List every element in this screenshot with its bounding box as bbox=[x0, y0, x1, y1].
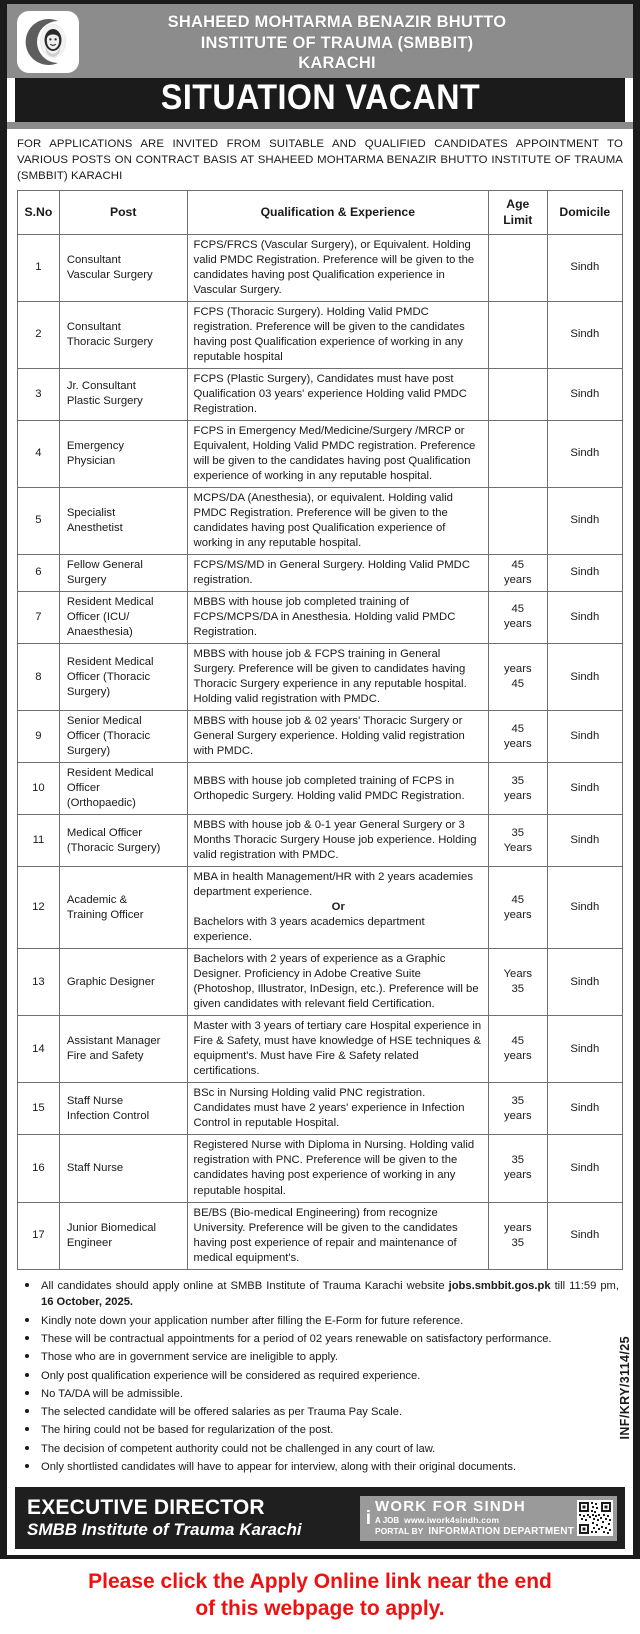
cell-domicile: Sindh bbox=[547, 949, 622, 1016]
iwork-for-sindh-badge[interactable] bbox=[360, 1496, 617, 1540]
cell-age-limit bbox=[489, 487, 548, 554]
cell-sno: 5 bbox=[18, 487, 60, 554]
cell-post: Jr. Consultant Plastic Surgery bbox=[59, 368, 187, 420]
cell-qualification: MCPS/DA (Anesthesia), or equivalent. Holding valid PMDC Registration. Preference will be given to the candidates having post Qualification experience of working in any reputable hospital. bbox=[187, 487, 488, 554]
cell-qualification: MBBS with house job & 0-1 year General Surgery or 3 Months Thoracic Surgery House job experience. Holding valid registration with PMDC. bbox=[187, 815, 488, 867]
cell-age-limit: 35 Years bbox=[489, 815, 548, 867]
cell-qualification: Bachelors with 2 years of experience as a Graphic Designer. Proficiency in Adobe Creative Suite (Photoshop, Illustrator, InDesign, etc.). Preference will be given candidates with relevant field Certification. bbox=[187, 949, 488, 1016]
cell-domicile: Sindh bbox=[547, 711, 622, 763]
conditions-section bbox=[7, 1272, 633, 1484]
cell-age-limit: years 45 bbox=[489, 644, 548, 711]
cell-post: Fellow General Surgery bbox=[59, 554, 187, 591]
cell-sno: 10 bbox=[18, 763, 60, 815]
col-header-post: Post bbox=[59, 191, 187, 234]
conditions-list bbox=[19, 1278, 619, 1476]
iwork-portal-by-label: PORTAL BY bbox=[374, 1526, 424, 1537]
intro-paragraph: FOR APPLICATIONS ARE INVITED FROM SUITABLE AND QUALIFIED CANDIDATES APPOINTMENT TO VARIOUS POSTS ON CONTRACT BASIS AT SHAHEED MOHTARMA BENAZIR BHUTTO INSTITUTE OF TRAUMA (SMBBIT) KARACHI bbox=[17, 137, 623, 182]
cell-post: Staff Nurse bbox=[59, 1135, 187, 1202]
header-band bbox=[7, 4, 633, 78]
cell-sno: 3 bbox=[18, 368, 60, 420]
cell-qualification: MBA in health Management/HR with 2 years academies department experience. Or Bachelors with 3 years academics department experience. bbox=[187, 867, 488, 949]
cell-sno: 12 bbox=[18, 867, 60, 949]
condition-item: The hiring could not be based for regularization of the post. bbox=[19, 1422, 619, 1439]
cell-sno: 2 bbox=[18, 301, 60, 368]
condition-item: Only shortlisted candidates will have to appear for interview, along with their original documents. bbox=[19, 1459, 619, 1476]
cell-qualification: MBBS with house job completed training of FCPS in Orthopedic Surgery. Holding valid PMDC Registration. bbox=[187, 763, 488, 815]
bullet-dot-icon bbox=[25, 1354, 29, 1358]
cell-domicile: Sindh bbox=[547, 487, 622, 554]
qr-code-icon[interactable] bbox=[577, 1500, 613, 1536]
bullet-dot-icon bbox=[25, 1409, 29, 1413]
situation-vacant-text: SITUATION VACANT bbox=[160, 77, 480, 117]
table-header-row bbox=[18, 191, 623, 234]
table-row bbox=[18, 1083, 623, 1135]
cell-domicile: Sindh bbox=[547, 763, 622, 815]
col-header-age-line1: Age bbox=[506, 197, 530, 212]
cell-post: Consultant Vascular Surgery bbox=[59, 234, 187, 301]
cell-domicile: Sindh bbox=[547, 1083, 622, 1135]
table-row bbox=[18, 815, 623, 867]
table-row bbox=[18, 949, 623, 1016]
bullet-dot-icon bbox=[25, 1391, 29, 1395]
cell-post: Senior Medical Officer (Thoracic Surgery) bbox=[59, 711, 187, 763]
table-row bbox=[18, 368, 623, 420]
cell-post: Junior Biomedical Engineer bbox=[59, 1202, 187, 1269]
table-row bbox=[18, 487, 623, 554]
situation-vacant-banner bbox=[15, 78, 625, 122]
table-row bbox=[18, 711, 623, 763]
col-header-domicile: Domicile bbox=[547, 191, 622, 234]
cell-sno: 4 bbox=[18, 420, 60, 487]
cell-sno: 1 bbox=[18, 234, 60, 301]
cell-qualification: MBBS with house job & FCPS training in General Surgery. Preference will be given to candidates having Thoracic Surgery experience in any reputable hospital. Holding valid registration with PMDC. bbox=[187, 644, 488, 711]
table-row bbox=[18, 554, 623, 591]
signatory-institute: SMBB Institute of Trauma Karachi bbox=[27, 1520, 302, 1540]
condition-item: The decision of competent authority could not be challenged in any court of law. bbox=[19, 1441, 619, 1458]
table-row bbox=[18, 234, 623, 301]
cell-qualification: MBBS with house job & 02 years' Thoracic Surgery or General Surgery experience. Holding valid registration with PMDC. bbox=[187, 711, 488, 763]
cell-domicile: Sindh bbox=[547, 554, 622, 591]
cell-qualification: FCPS in Emergency Med/Medicine/Surgery /MRCP or Equivalent, Holding Valid PMDC registration. Preference will be given to the candidates having post Qualification experience of working in any reputable hospital. bbox=[187, 420, 488, 487]
iwork-badge-title: WORK FOR SINDH bbox=[374, 1498, 526, 1516]
cell-age-limit: 45 years bbox=[489, 1016, 548, 1083]
apply-website-url[interactable]: jobs.smbbit.gos.pk bbox=[448, 1279, 551, 1292]
condition-item: Kindly note down your application number after filling the E-Form for future reference. bbox=[19, 1313, 619, 1330]
org-title-line2: INSTITUTE OF TRAUMA (SMBBIT) bbox=[200, 33, 474, 52]
reference-code: INF/KRY/3114/25 bbox=[618, 1335, 632, 1440]
cell-age-limit bbox=[489, 234, 548, 301]
bullet-dot-icon bbox=[25, 1373, 29, 1377]
cell-post: Resident Medical Officer (Thoracic Surgery) bbox=[59, 644, 187, 711]
col-header-sno: S.No bbox=[18, 191, 60, 234]
cell-post: Resident Medical Officer (ICU/ Anaesthesia) bbox=[59, 591, 187, 643]
bullet-dot-icon bbox=[25, 1336, 29, 1340]
iwork-url: www.iwork4sindh.com bbox=[404, 1515, 500, 1526]
apply-deadline-date: 16 October, 2025. bbox=[41, 1296, 134, 1309]
cell-sno: 14 bbox=[18, 1016, 60, 1083]
jobs-table-head bbox=[18, 191, 623, 234]
bullet-dot-icon bbox=[25, 1318, 29, 1322]
bullet-dot-icon bbox=[25, 1427, 29, 1431]
iwork-badge-subline1 bbox=[375, 1516, 574, 1526]
col-header-qualification: Qualification & Experience bbox=[187, 191, 488, 234]
cell-post: Emergency Physician bbox=[59, 420, 187, 487]
cell-sno: 6 bbox=[18, 554, 60, 591]
cell-post: Graphic Designer bbox=[59, 949, 187, 1016]
iwork-i-mark-icon: i bbox=[365, 1507, 371, 1529]
col-header-age-line2: Limit bbox=[503, 213, 533, 228]
condition-item: All candidates should apply online at SMBB Institute of Trauma Karachi website jobs.smbbit.gos.pk till 11:59 pm, 16 October, 2025. bbox=[19, 1278, 619, 1312]
table-row bbox=[18, 420, 623, 487]
org-title-line1: SHAHEED MOHTARMA BENAZIR BHUTTO bbox=[167, 13, 507, 31]
cell-domicile: Sindh bbox=[547, 420, 622, 487]
cell-post: Resident Medical Officer (Orthopaedic) bbox=[59, 763, 187, 815]
cell-sno: 7 bbox=[18, 591, 60, 643]
condition-item: Those who are in government service are ineligible to apply. bbox=[19, 1349, 619, 1366]
table-row bbox=[18, 591, 623, 643]
table-row bbox=[18, 1016, 623, 1083]
jobs-table-body bbox=[18, 234, 623, 1269]
col-header-age-limit bbox=[489, 191, 548, 234]
cell-post: Staff Nurse Infection Control bbox=[59, 1083, 187, 1135]
smbbit-crescent-portrait-logo bbox=[17, 11, 79, 73]
cell-sno: 17 bbox=[18, 1202, 60, 1269]
cell-qualification: FCPS (Thoracic Surgery). Holding Valid PMDC registration. Preference will be given to the candidates having post Qualification experience of working in any reputable hospital bbox=[187, 301, 488, 368]
condition-item: These will be contractual appointments for a period of 02 years renewable on satisfactory performance. bbox=[19, 1331, 619, 1348]
cell-age-limit: 45 years bbox=[489, 711, 548, 763]
cell-domicile: Sindh bbox=[547, 1016, 622, 1083]
cell-sno: 11 bbox=[18, 815, 60, 867]
header-bottom-strip bbox=[7, 122, 633, 129]
signatory-block bbox=[27, 1496, 302, 1541]
cell-domicile: Sindh bbox=[547, 644, 622, 711]
cell-qualification: BSc in Nursing Holding valid PNC registration. Candidates must have 2 years' experience in Infection Control in reputable Hospital. bbox=[187, 1083, 488, 1135]
cell-post: Specialist Anesthetist bbox=[59, 487, 187, 554]
table-row bbox=[18, 1202, 623, 1269]
apply-online-note-line2: of this webpage to apply. bbox=[195, 1596, 445, 1620]
table-row bbox=[18, 301, 623, 368]
cell-post: Assistant Manager Fire and Safety bbox=[59, 1016, 187, 1083]
condition-item: Only post qualification experience will be considered as required experience. bbox=[19, 1368, 619, 1385]
cell-domicile: Sindh bbox=[547, 815, 622, 867]
cell-age-limit bbox=[489, 368, 548, 420]
organization-title bbox=[89, 10, 625, 74]
cell-age-limit bbox=[489, 420, 548, 487]
table-row bbox=[18, 763, 623, 815]
table-row bbox=[18, 867, 623, 949]
cell-domicile: Sindh bbox=[547, 867, 622, 949]
cell-post: Academic & Training Officer bbox=[59, 867, 187, 949]
cell-age-limit: 35 years bbox=[489, 1083, 548, 1135]
cell-age-limit: 35 years bbox=[489, 763, 548, 815]
cell-age-limit: 45 years bbox=[489, 554, 548, 591]
bullet-dot-icon bbox=[25, 1464, 29, 1468]
condition-item: The selected candidate will be offered salaries as per Trauma Pay Scale. bbox=[19, 1404, 619, 1421]
signatory-designation: EXECUTIVE DIRECTOR bbox=[27, 1495, 265, 1519]
cell-qualification: BE/BS (Bio-medical Engineering) from recognize University. Preference will be given to the candidates having post experience of repair and maintenance of medical equipment's. bbox=[187, 1202, 488, 1269]
cell-sno: 9 bbox=[18, 711, 60, 763]
table-row bbox=[18, 644, 623, 711]
cell-qualification: Master with 3 years of tertiary care Hospital experience in Fire & Safety, must have knowledge of HSE techniques & equipment's. Must have Fire & Safety related certifications. bbox=[187, 1016, 488, 1083]
bullet-dot-icon bbox=[25, 1446, 29, 1450]
iwork-a-job-label: A JOB bbox=[374, 1516, 400, 1526]
jobs-table-wrapper bbox=[7, 190, 633, 1271]
cell-sno: 13 bbox=[18, 949, 60, 1016]
apply-online-note-line1: Please click the Apply Online link near the end bbox=[88, 1570, 552, 1594]
jobs-table bbox=[17, 190, 623, 1269]
cell-post: Consultant Thoracic Surgery bbox=[59, 301, 187, 368]
table-row bbox=[18, 1135, 623, 1202]
org-title-line3: KARACHI bbox=[298, 54, 376, 73]
apply-online-note bbox=[0, 1559, 640, 1634]
cell-qualification: FCPS/FRCS (Vascular Surgery), or Equivalent. Holding valid PMDC Registration. Preference will be given to the candidates having post Qualification experience in Vascular Surgery. bbox=[187, 234, 488, 301]
cell-age-limit: 45 years bbox=[489, 867, 548, 949]
condition-item: No TA/DA will be admissible. bbox=[19, 1386, 619, 1403]
cell-age-limit: Years 35 bbox=[489, 949, 548, 1016]
cell-age-limit: years 35 bbox=[489, 1202, 548, 1269]
cell-domicile: Sindh bbox=[547, 234, 622, 301]
cell-qualification: MBBS with house job completed training of FCPS/MCPS/DA in Anesthesia. Holding valid PMDC Registration. bbox=[187, 591, 488, 643]
cell-domicile: Sindh bbox=[547, 1135, 622, 1202]
cell-domicile: Sindh bbox=[547, 591, 622, 643]
cell-age-limit: 35 years bbox=[489, 1135, 548, 1202]
cell-qualification: FCPS (Plastic Surgery), Candidates must have post Qualification 03 years' experience Holding valid PMDC Registration. bbox=[187, 368, 488, 420]
cell-post: Medical Officer (Thoracic Surgery) bbox=[59, 815, 187, 867]
bullet-dot-icon bbox=[25, 1283, 29, 1287]
cell-sno: 8 bbox=[18, 644, 60, 711]
cell-qualification: Registered Nurse with Diploma in Nursing. Holding valid registration with PNC. Preference will be given to the candidates having post experience of working in any reputable hospital. bbox=[187, 1135, 488, 1202]
iwork-department: INFORMATION DEPARTMENT bbox=[428, 1526, 574, 1538]
cell-domicile: Sindh bbox=[547, 1202, 622, 1269]
cell-domicile: Sindh bbox=[547, 368, 622, 420]
footer-bar bbox=[15, 1487, 625, 1549]
cell-sno: 15 bbox=[18, 1083, 60, 1135]
iwork-badge-subline2 bbox=[375, 1526, 574, 1538]
cell-age-limit: 45 years bbox=[489, 591, 548, 643]
cell-age-limit bbox=[489, 301, 548, 368]
cell-sno: 16 bbox=[18, 1135, 60, 1202]
cell-domicile: Sindh bbox=[547, 301, 622, 368]
iwork-badge-text bbox=[375, 1499, 574, 1537]
cell-qualification: FCPS/MS/MD in General Surgery. Holding Valid PMDC registration. bbox=[187, 554, 488, 591]
